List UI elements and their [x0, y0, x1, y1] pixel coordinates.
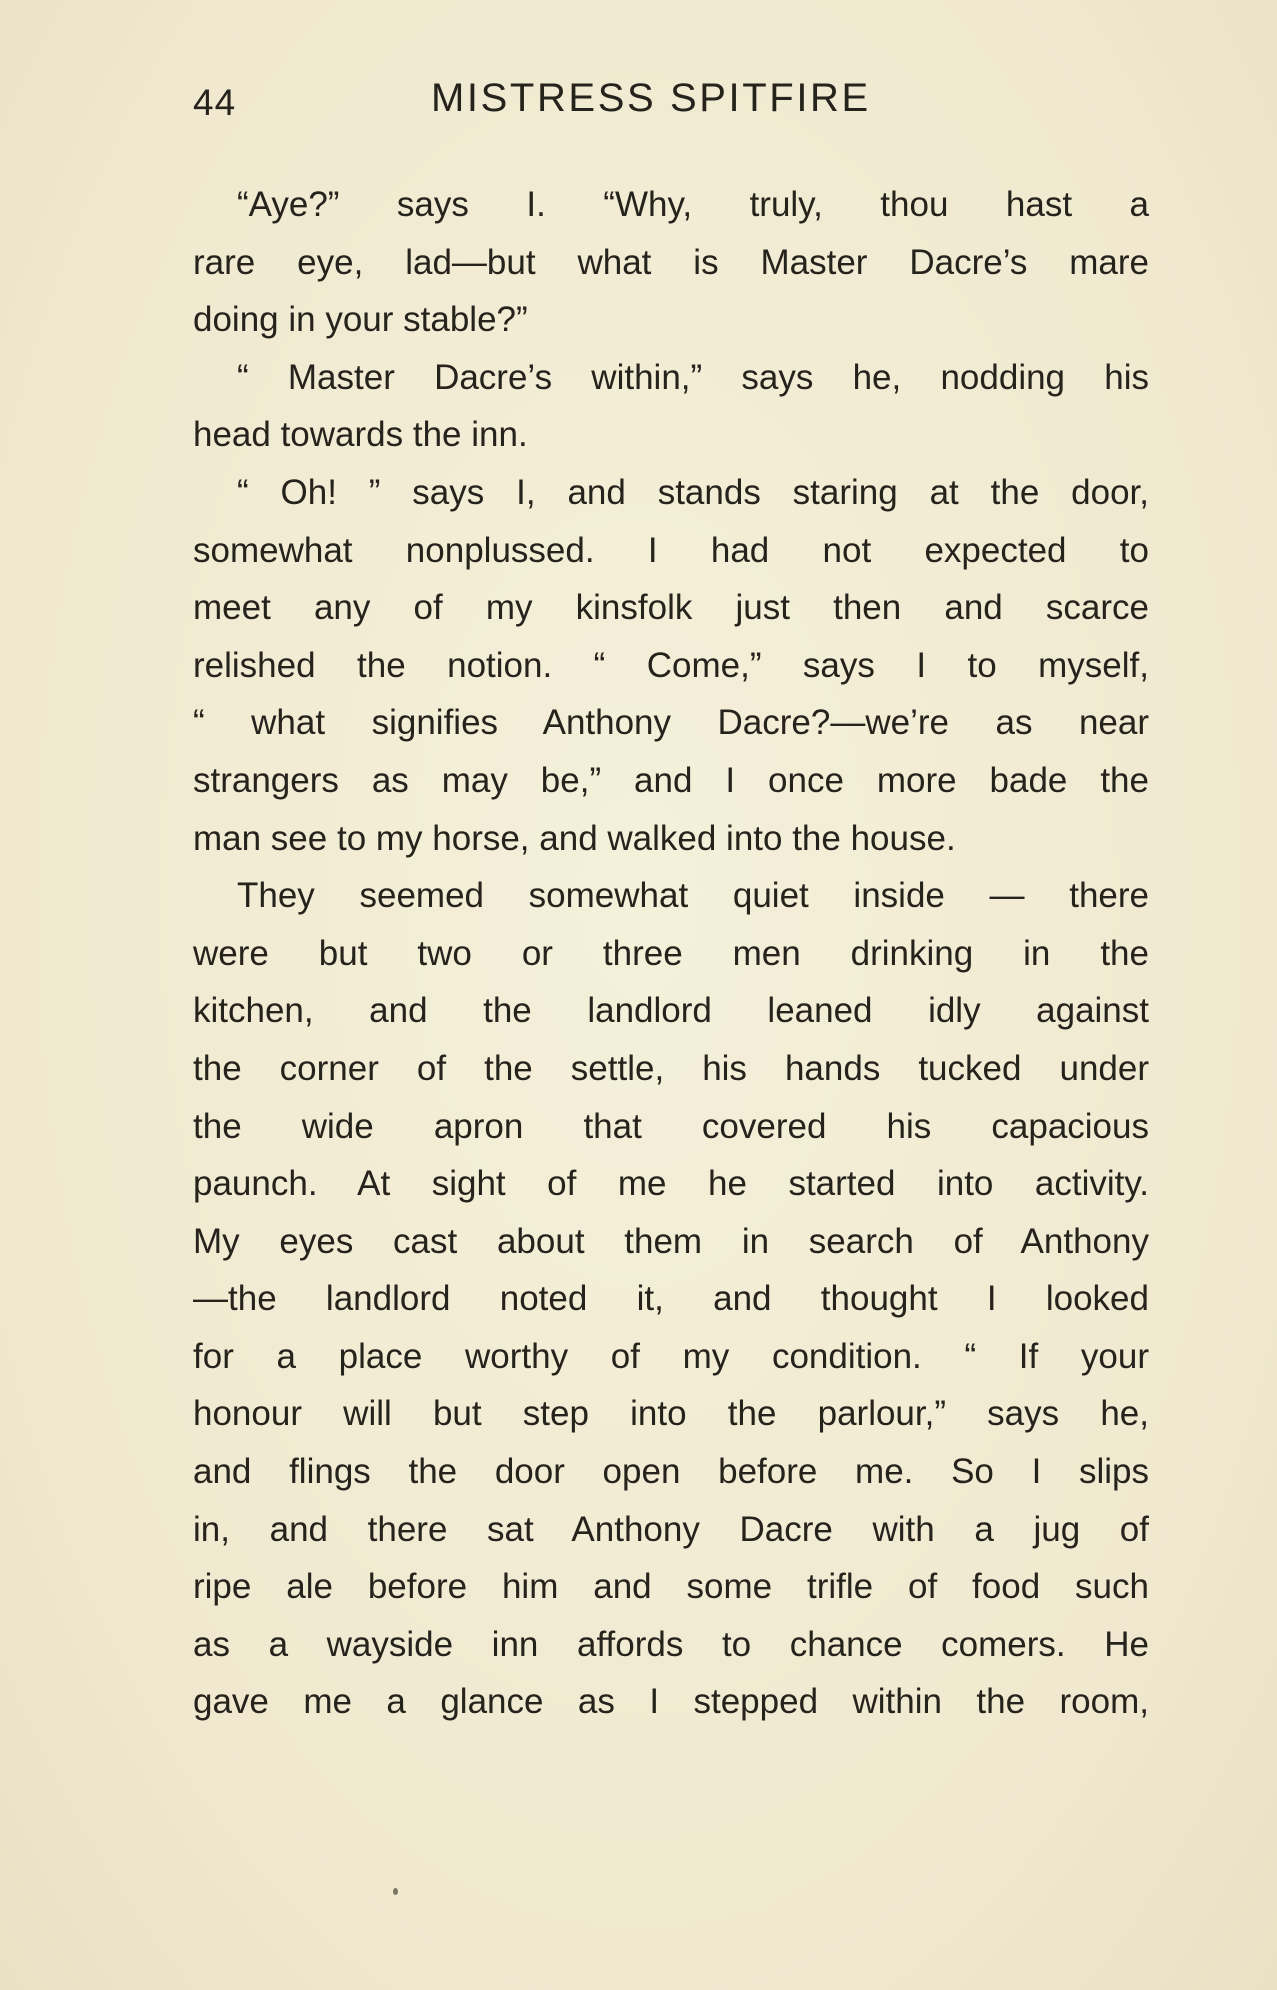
- text-line: paunch. At sight of me he started into activity.: [193, 1164, 1149, 1204]
- text-line: They seemed somewhat quiet inside — there: [237, 876, 1149, 916]
- text-line: as a wayside inn affords to chance comers. He: [193, 1624, 1149, 1664]
- text-line: “ Oh! ” says I, and stands staring at the door,: [237, 472, 1149, 512]
- text-line: ripe ale before him and some trifle of food such: [193, 1567, 1149, 1607]
- text-line: the wide apron that covered his capacious: [193, 1106, 1149, 1146]
- text-line: man see to my horse, and walked into the house.: [193, 818, 956, 858]
- text-line: somewhat nonplussed. I had not expected to: [193, 530, 1149, 570]
- text-line: relished the notion. “ Come,” says I to myself,: [193, 645, 1149, 685]
- text-line: “ what signifies Anthony Dacre?—we’re as near: [193, 703, 1149, 743]
- page-speck: [393, 1888, 398, 1895]
- body-text: [193, 176, 1149, 1731]
- text-line: meet any of my kinsfolk just then and scarce: [193, 588, 1149, 628]
- page-number: 44: [193, 82, 237, 123]
- text-line: for a place worthy of my condition. “ If your: [193, 1336, 1149, 1376]
- text-line: “Aye?” says I. “Why, truly, thou hast a: [237, 185, 1149, 224]
- text-line: “ Master Dacre’s within,” says he, nodding his: [237, 357, 1149, 397]
- text-line: doing in your stable?”: [193, 300, 528, 340]
- text-line: gave me a glance as I stepped within the room,: [193, 1682, 1149, 1722]
- text-line: were but two or three men drinking in the: [193, 933, 1149, 973]
- text-line: My eyes cast about them in search of Anthony: [193, 1221, 1149, 1261]
- text-line: —the landlord noted it, and thought I looked: [193, 1279, 1149, 1319]
- text-line: rare eye, lad—but what is Master Dacre’s mare: [193, 242, 1149, 282]
- running-head: MISTRESS SPITFIRE: [431, 76, 871, 120]
- text-line: kitchen, and the landlord leaned idly against: [193, 991, 1149, 1031]
- text-line: strangers as may be,” and I once more bade the: [193, 760, 1149, 800]
- text-line: head towards the inn.: [193, 415, 528, 455]
- page-header: [193, 76, 1193, 136]
- text-line: and flings the door open before me. So I slips: [193, 1452, 1149, 1492]
- text-line: honour will but step into the parlour,” says he,: [193, 1394, 1149, 1434]
- text-line: the corner of the settle, his hands tucked under: [193, 1048, 1149, 1088]
- text-line: in, and there sat Anthony Dacre with a jug of: [193, 1509, 1149, 1549]
